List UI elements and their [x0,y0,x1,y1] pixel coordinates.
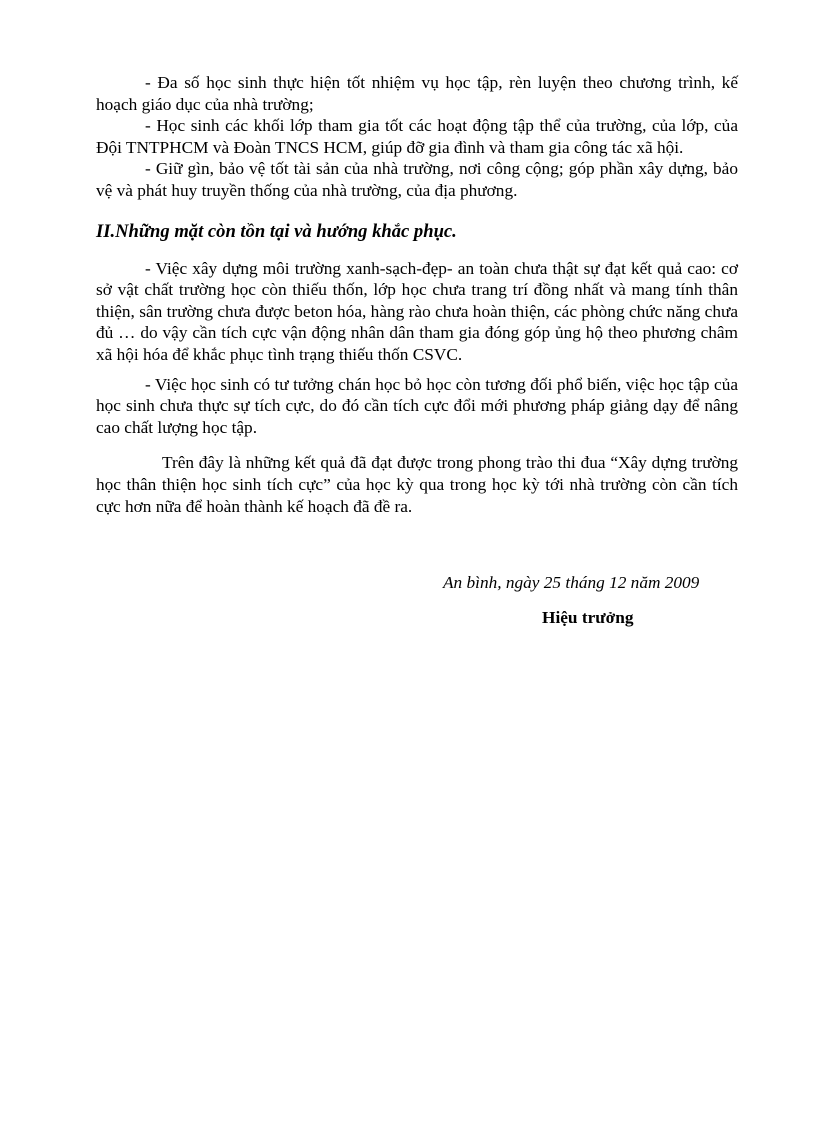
shortcomings-list [96,258,738,439]
signature-place-date: An bình, ngày 25 tháng 12 năm 2009 [443,573,700,592]
achievement-item: - Đa số học sinh thực hiện tốt nhiệm vụ học tập, rèn luyện theo chương trình, kế hoạch giáo dục của nhà trường; [96,73,738,114]
shortcoming-item: - Việc học sinh có tư tưởng chán học bỏ học còn tương đối phổ biến, việc học tập của học sinh chưa thực sự tích cực, do đó cần tích cực đổi mới phương pháp giảng dạy để nâng cao chất lượng học tập. [96,374,738,437]
conclusion-paragraph: Trên đây là những kết quả đã đạt được trong phong trào thi đua “Xây dựng trường học thân thiện học sinh tích cực” của học kỳ qua trong học kỳ tới nhà trường còn cần tích cực hơn nữa để hoàn thành kế hoạch đã đề ra. [96,453,738,516]
shortcoming-item: - Việc xây dựng môi trường xanh-sạch-đẹp- an toàn chưa thật sự đạt kết quả cao: cơ sở vật chất trường học còn thiếu thốn, lớp học chưa trang trí đồng nhất và mang tính thân thiện, sân trường chưa được beton hóa, hàng rào chưa hoàn thiện, các phòng chức năng chưa đủ … do vậy cần tích cực vận động nhân dân tham gia đóng góp ủng hộ theo phương châm xã hội hóa để khắc phục tình trạng thiếu thốn CSVC. [96,258,738,364]
achievement-item: - Học sinh các khối lớp tham gia tốt các hoạt động tập thể của trường, của lớp, của Đội TNTPHCM và Đoàn TNCS HCM, giúp đỡ gia đình và tham gia công tác xã hội. [96,116,738,157]
document-page [96,72,738,517]
achievement-item: - Giữ gìn, bảo vệ tốt tài sản của nhà trường, nơi công cộng; góp phần xây dựng, bảo vệ và phát huy truyền thống của nhà trường, của địa phương. [96,159,738,200]
achievements-list [96,72,738,202]
section-heading: II.Những mặt còn tồn tại và hướng khắc phục. [96,220,457,242]
signature-title: Hiệu trưởng [542,608,634,627]
